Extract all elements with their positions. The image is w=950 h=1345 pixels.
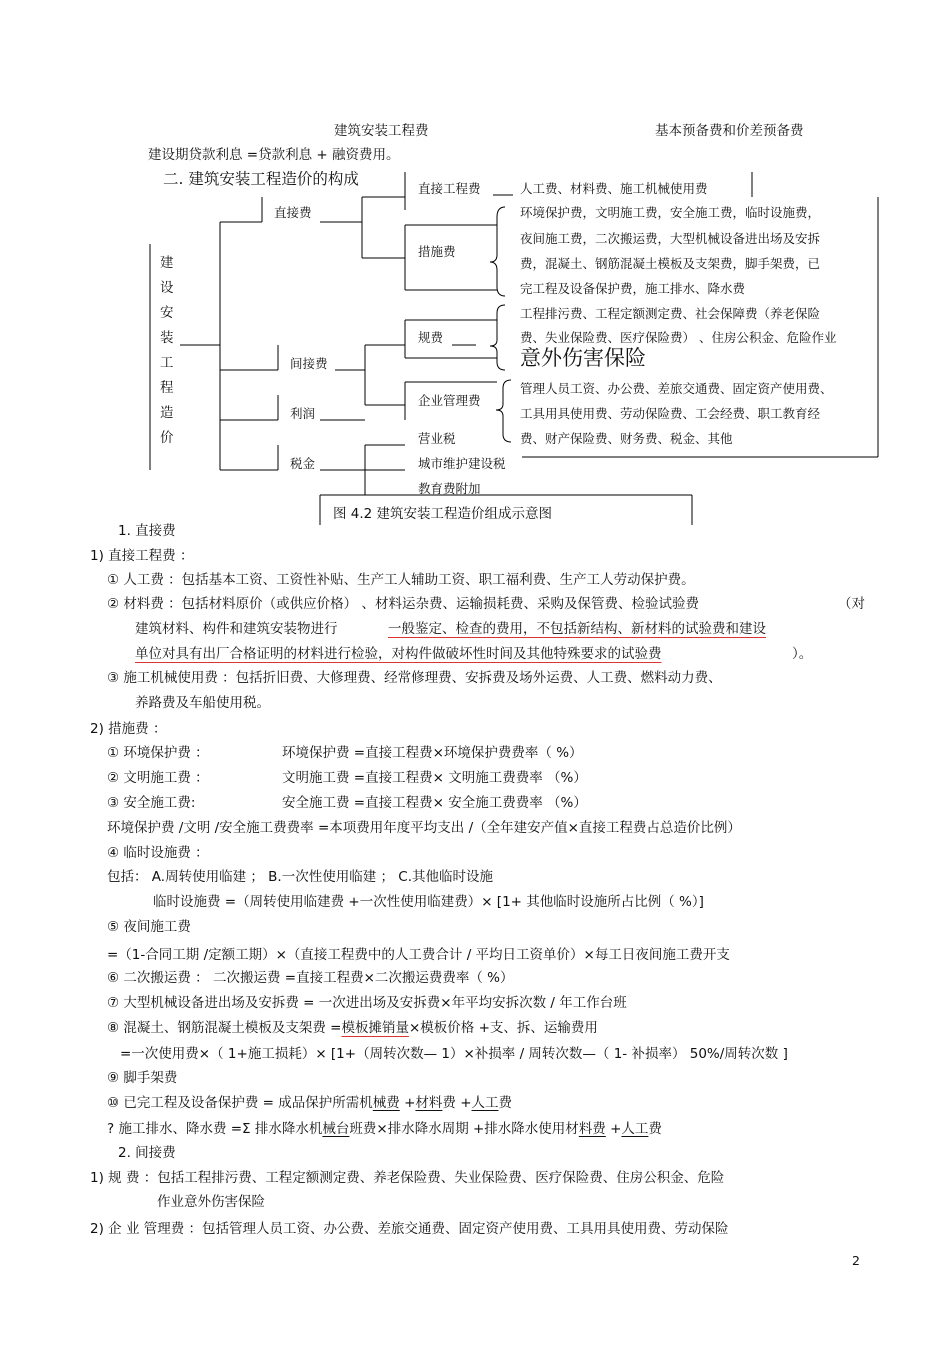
underlined-text: 人工 <box>621 1121 649 1137</box>
tax-item: 城市维护建设税 <box>418 456 506 471</box>
mgmt-desc-line: 费、财产保险费、财务费、税金、其他 <box>520 431 733 446</box>
node-direct: 直接费 <box>274 205 312 220</box>
text-fragment: 建筑材料、构件和建筑安装物进行 <box>135 621 338 637</box>
tax-item: 营业税 <box>418 431 456 446</box>
underlined-text: 单位对具有出厂合格证明的材料进行检验，对构件做破坏性时间及其他特殊要求的试验费 <box>135 646 662 662</box>
list-item <box>107 1019 598 1037</box>
underlined-text: 料费 <box>578 1121 606 1137</box>
root-char: 设 <box>160 280 174 296</box>
formula: 临时设施费 =（周转使用临建费 +一次性使用临建费）× [1+ 其他临时设施所占比例（ %）] <box>153 894 704 910</box>
fees-big-text: 意外伤害保险 <box>520 346 646 370</box>
measures-desc-line: 夜间施工费，二次搬运费，大型机械设备进出场及安拆 <box>520 231 821 246</box>
node-measures: 措施费 <box>418 244 456 259</box>
heading-indirect: 2. 间接费 <box>118 1145 176 1161</box>
list-item: ② 材料费 ：包括材料原价（或供应价格） 、材料运杂费、运输损耗费、采购及保管费、检验试验费 <box>107 596 699 612</box>
list-item: ④ 临时设施费 ： <box>107 845 209 861</box>
tax-item: 教育费附加 <box>418 481 481 496</box>
heading-direct: 1. 直接费 <box>118 523 176 539</box>
text-fragment: 费 + <box>442 1095 472 1111</box>
list-item: ⑥ 二次搬运费 ： 二次搬运费 =直接工程费×二次搬运费费率（ %） <box>107 970 514 986</box>
text-fragment: + <box>399 1095 416 1111</box>
text-fragment: ⑧ 混凝土、钢筋混凝土模板及支架费 = <box>107 1020 342 1036</box>
node-tax: 税金 <box>290 456 316 471</box>
text-fragment: ⑩ 已完工程及设备保护费 = 成品保护所需机 <box>107 1095 373 1111</box>
figure-caption: 图 4.2 建筑安装工程造价组成示意图 <box>333 506 553 522</box>
top-fee-right: 基本预备费和价差预备费 <box>655 123 804 139</box>
para: 1) 直接工程费 ： <box>90 548 194 564</box>
formula: 文明施工费 =直接工程费× 文明施工费费率 （%） <box>282 770 587 786</box>
root-char: 程 <box>160 380 174 396</box>
node-indirect: 间接费 <box>290 356 328 371</box>
list-item: ③ 施工机械使用费 ：包括折旧费、大修理费、经常修理费、安拆费及场外运费、人工费、燃料动力费、 <box>107 670 722 686</box>
text-fragment: 费 <box>498 1095 513 1111</box>
text-fragment: ×模板价格 +支、拆、运输费用 <box>409 1020 598 1036</box>
formula: =（1-合同工期 /定额工期）×（直接工程费中的人工费合计 / 平均日工资单价）×每工日夜间施工费开支 <box>107 947 730 963</box>
measures-desc-line: 环境保护费，文明施工费，安全施工费，临时设施费， <box>520 205 821 220</box>
underlined-text: 械台 <box>322 1121 350 1137</box>
node-profit: 利润 <box>290 406 316 421</box>
mgmt-desc-line: 工具用具使用费、劳动保险费、工会经费、职工教育经 <box>520 406 821 421</box>
underlined-text: 械费 <box>372 1095 400 1111</box>
para: 2) 企 业 管理费 ：包括管理人员工资、办公费、差旅交通费、固定资产使用费、工具用具使用费、劳动保险 <box>90 1221 729 1237</box>
list-item: ② 文明施工费 ： <box>107 770 209 786</box>
underlined-text: 模板摊销量 <box>341 1020 409 1036</box>
direct-eng-desc: 人工费、材料费、施工机械使用费 <box>520 181 708 196</box>
formula: =一次使用费×（ 1+施工损耗）× [1+（周转次数— 1）×补损率 / 周转次数—（ 1- 补损率） 50%/周转次数 ] <box>120 1046 788 1062</box>
list-item: ① 人工费 ：包括基本工资、工资性补贴、生产工人辅助工资、职工福利费、生产工人劳动保护费。 <box>107 572 695 588</box>
node-fees: 规费 <box>418 330 444 345</box>
list-item: ⑨ 脚手架费 <box>107 1070 178 1086</box>
formula: 环境保护费 =直接工程费×环境保护费费率（ %） <box>282 745 583 761</box>
list-item: ③ 安全施工费: <box>107 795 196 811</box>
text-fragment: ）。 <box>792 646 813 662</box>
formula: 安全施工费 =直接工程费× 安全施工费费率 （%） <box>282 795 587 811</box>
interest-line: 建设期贷款利息 =贷款利息 + 融资费用。 <box>148 147 400 163</box>
list-item <box>107 1120 662 1138</box>
para: 2) 措施费 ： <box>90 721 167 737</box>
root-char: 造 <box>160 405 174 421</box>
text-fragment: 班费×排水降水周期 +排水降水使用材 <box>349 1121 579 1137</box>
list-item: ⑦ 大型机械设备进出场及安拆费 = 一次进出场及安拆费×年平均安拆次数 / 年工作台班 <box>107 995 627 1011</box>
list-item: ⑤ 夜间施工费 <box>107 919 191 935</box>
text-fragment: + <box>605 1121 622 1137</box>
root-char: 安 <box>160 305 174 321</box>
text-fragment: ? 施工排水、降水费 =Σ 排水降水机 <box>107 1121 323 1137</box>
text-fragment: 费 <box>648 1121 662 1137</box>
node-direct-eng: 直接工程费 <box>418 181 481 196</box>
page-number: 2 <box>852 1253 860 1268</box>
measures-desc-line: 费，混凝土、钢筋混凝土模板及支架费，脚手架费，已 <box>520 256 821 271</box>
mgmt-desc-line: 管理人员工资、办公费、差旅交通费、固定资产使用费、 <box>520 381 833 396</box>
formula: 环境保护费 /文明 /安全施工费费率 =本项费用年度平均支出 /（全年建安产值×直接工程费占总造价比例） <box>107 820 741 836</box>
list-item: ① 环境保护费 ： <box>107 745 209 761</box>
section-title: 二. 建筑安装工程造价的构成 <box>163 170 359 188</box>
list-item <box>107 1094 512 1112</box>
root-char: 建 <box>160 255 174 271</box>
measures-desc-line: 完工程及设备保护费，施工排水、降水费 <box>520 281 746 296</box>
para: 作业意外伤害保险 <box>157 1194 265 1210</box>
fees-desc-line: 费、失业保险费、医疗保险费） 、住房公积金、危险作业 <box>520 330 837 345</box>
root-char: 装 <box>160 330 174 346</box>
underlined-text: 材料 <box>415 1095 443 1111</box>
list-item: 养路费及车船使用税。 <box>135 695 270 711</box>
fees-desc-line: 工程排污费、工程定额测定费、社会保障费（养老保险 <box>520 306 821 321</box>
text-fragment: （对 <box>838 596 865 612</box>
node-mgmt: 企业管理费 <box>418 393 481 408</box>
underlined-text: 人工 <box>471 1095 499 1111</box>
root-char: 价 <box>160 430 174 446</box>
top-fee-left: 建筑安装工程费 <box>334 123 429 139</box>
para: 1) 规 费 ：包括工程排污费、工程定额测定费、养老保险费、失业保险费、医疗保险费、住房公积金、危险 <box>90 1170 725 1186</box>
para: 包括： A.周转使用临建 ； B.一次性使用临建 ； C.其他临时设施 <box>107 869 494 885</box>
underlined-text: 一般鉴定、检查的费用，不包括新结构、新材料的试验费和建设 <box>388 621 766 637</box>
root-char: 工 <box>160 355 174 371</box>
